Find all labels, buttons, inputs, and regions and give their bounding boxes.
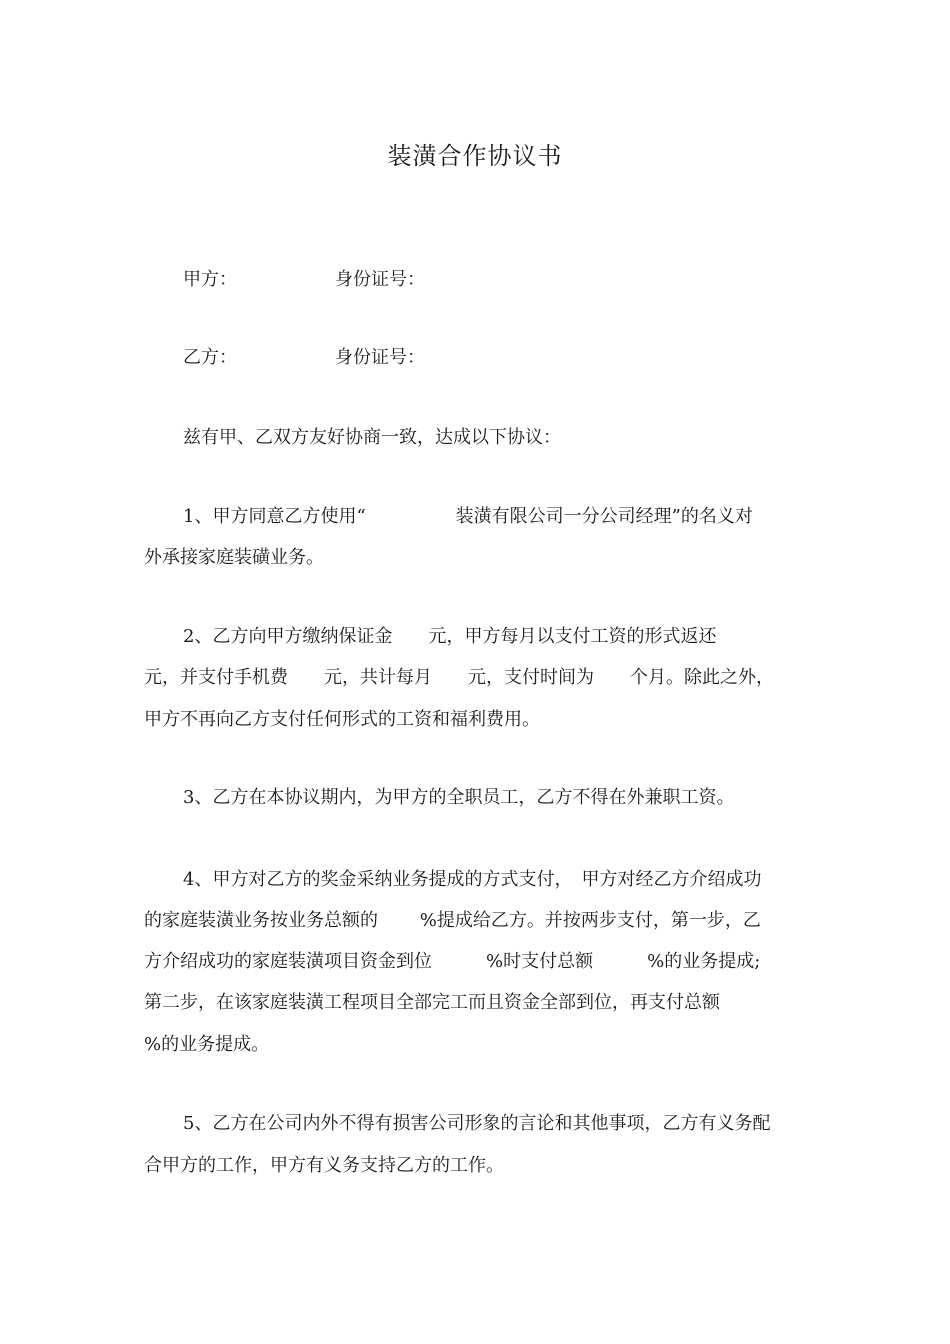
intro-paragraph: 兹有甲、乙双方友好协商一致，达成以下协议： [183, 427, 561, 448]
clause-1-line-1: 1、甲方同意乙方使用“ 装潢有限公司一分公司经理”的名义对 [183, 506, 753, 527]
clause-3-line-1: 3、乙方在本协议期内，为甲方的全职员工，乙方不得在外兼职工资。 [183, 787, 735, 808]
clause-1-line-2: 外承接家庭装磺业务。 [144, 547, 324, 568]
clause-4-line-4: 第二步，在该家庭装潢工程项目全部完工而且资金全部到位，再支付总额 [144, 992, 720, 1013]
clause-5-line-2: 合甲方的工作，甲方有义务支持乙方的工作。 [144, 1155, 504, 1176]
party-a-id-label: 身份证号： [335, 269, 425, 290]
clause-4-line-2: 的家庭装潢业务按业务总额的 %提成给乙方。并按两步支付，第一步，乙 [144, 910, 761, 931]
clause-4-line-3: 方介绍成功的家庭装潢项目资金到位 %时支付总额 %的业务提成; [144, 951, 761, 972]
clause-2-line-2: 元，并支付手机费 元，共计每月 元，支付时间为 个月。除此之外， [144, 667, 774, 688]
clause-2-line-3: 甲方不再向乙方支付任何形式的工资和福利费用。 [144, 709, 540, 730]
party-a-label: 甲方： [183, 269, 237, 290]
party-b-label: 乙方： [183, 347, 237, 368]
clause-4-line-5: %的业务提成。 [144, 1034, 270, 1055]
party-b-id-label: 身份证号： [335, 347, 425, 368]
clause-5-line-1: 5、乙方在公司内外不得有损害公司形象的言论和其他事项，乙方有义务配 [183, 1113, 771, 1134]
clause-2-line-1: 2、乙方向甲方缴纳保证金 元，甲方每月以支付工资的形式返还 [183, 626, 717, 647]
clause-4-line-1: 4、甲方对乙方的奖金采纳业务提成的方式支付， 甲方对经乙方介绍成功 [183, 869, 762, 890]
document-title: 装潢合作协议书 [387, 142, 563, 170]
